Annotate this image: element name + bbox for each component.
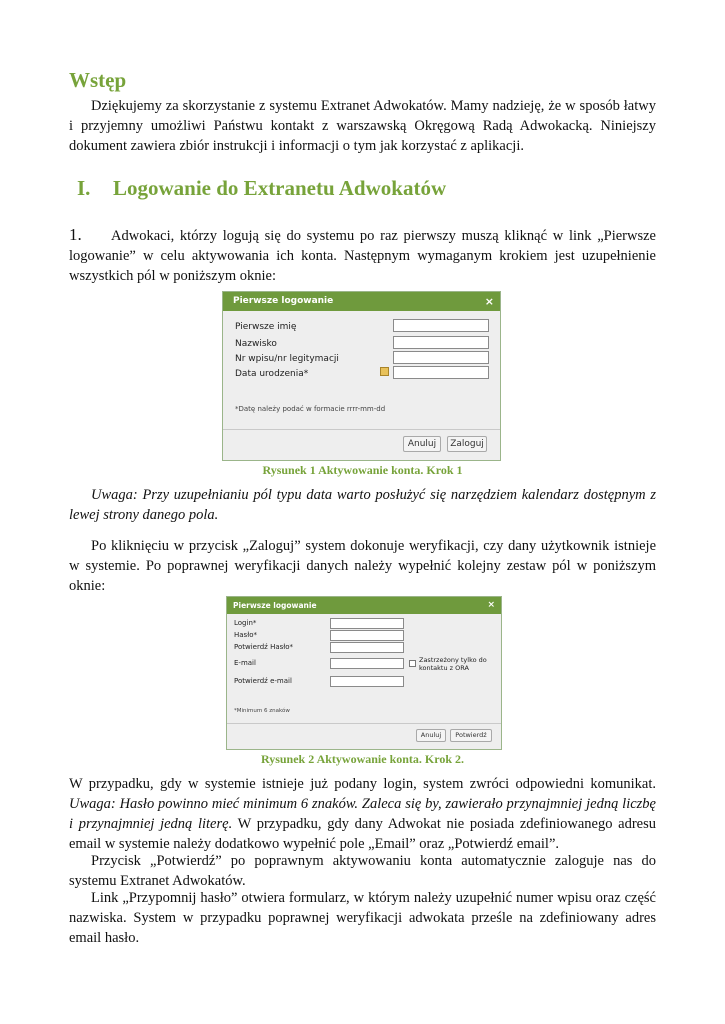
remind-paragraph: Link „Przypomnij hasło” otwiera formularz, w którym należy uzupełnić numer wpisu oraz część nazwiska. System w przypadku poprawnej weryfikacji adwokata prześle na zdefiniowany adres email hasło.: [69, 890, 656, 946]
first-name-label: Pierwsze imię: [235, 322, 297, 332]
first-name-input[interactable]: [393, 319, 489, 332]
section-number: I.: [77, 176, 91, 200]
last-name-label: Nazwisko: [235, 339, 277, 349]
birth-date-input[interactable]: [393, 366, 489, 379]
close-icon[interactable]: ×: [487, 600, 495, 610]
calendar-icon[interactable]: [380, 367, 389, 376]
figure2-caption: Rysunek 2 Aktywowanie konta. Krok 2.: [260, 752, 465, 766]
login-exists-paragraph: [69, 774, 656, 854]
dialog-title: Pierwsze logowanie: [233, 601, 317, 610]
section-heading: [77, 176, 446, 201]
login-button[interactable]: Zaloguj: [447, 436, 487, 452]
step-number: 1.: [69, 225, 82, 244]
cancel-button[interactable]: Anuluj: [403, 436, 441, 452]
confirm-password-input[interactable]: [330, 642, 404, 653]
dialog-titlebar: [227, 597, 501, 614]
password-note: Uwaga: Hasło powinno mieć minimum 6 znaków. Zaleca się by, zawierało przynajmniej jedną liczbę i przynajmniej jedną literę.: [69, 796, 656, 832]
restricted-contact-label-line2: kontaktu z ORA: [419, 664, 469, 672]
dialog-title: Pierwsze logowanie: [233, 296, 334, 306]
email-input[interactable]: [330, 658, 404, 669]
close-icon[interactable]: ×: [484, 295, 494, 308]
email-text: W przypadku, gdy dany Adwokat nie posiada zdefiniowanego adresu email w systemie należy dodatkowo wypełnić pole „Email” oraz „Potwierdź email”.: [69, 816, 656, 852]
step-paragraph: [69, 225, 656, 286]
confirm-paragraph: Przycisk „Potwierdź” po poprawnym aktywowaniu konta automatycznie zaloguje nas do systemu Extranet Adwokatów.: [69, 853, 656, 889]
date-format-note: *Datę należy podać w formacie rrrr-mm-dd: [235, 405, 386, 413]
confirm-button[interactable]: Potwierdź: [450, 729, 492, 742]
calendar-note-text: Uwaga: Przy uzupełnianiu pól typu data warto posłużyć się narzędziem kalendarz dostępnym z lewej strony danego pola.: [69, 487, 656, 523]
figure1-caption: Rysunek 1 Aktywowanie konta. Krok 1: [262, 463, 463, 477]
first-login-dialog-step2: [226, 596, 502, 750]
email-label: E-mail: [234, 659, 256, 667]
calendar-note: [69, 485, 656, 525]
restricted-contact-label-line1: Zastrzeżony tylko do: [419, 656, 487, 664]
first-login-dialog-step1: [222, 291, 501, 461]
confirm-email-label: Potwierdź e-mail: [234, 677, 292, 685]
restricted-contact-label: [419, 656, 487, 672]
birth-date-label: Data urodzenia*: [235, 369, 309, 379]
login-label: Login*: [234, 619, 257, 627]
password-input[interactable]: [330, 630, 404, 641]
confirm-email-input[interactable]: [330, 676, 404, 687]
dialog-separator: [227, 723, 501, 724]
cancel-button[interactable]: Anuluj: [416, 729, 446, 742]
intro-heading: Wstęp: [69, 68, 127, 92]
login-exists-text: W przypadku, gdy w systemie istnieje już podany login, system zwróci odpowiedni komunikat.: [69, 776, 656, 792]
password-label: Hasło*: [234, 631, 257, 639]
confirm-password-label: Potwierdź Hasło*: [234, 643, 294, 651]
dialog-separator: [223, 429, 500, 430]
intro-paragraph: Dziękujemy za skorzystanie z systemu Extranet Adwokatów. Mamy nadzieję, że w sposób łatwy i przyjemny umożliwi Państwu kontakt z warszawską Okręgową Radą Adwokacką. Niniejszy dokument zawiera zbiór instrukcji i informacji o tym jak korzystać z aplikacji.: [69, 98, 656, 154]
registry-number-label: Nr wpisu/nr legitymacji: [235, 354, 339, 364]
last-name-input[interactable]: [393, 336, 489, 349]
login-input[interactable]: [330, 618, 404, 629]
step-text: Adwokaci, którzy logują się do systemu po raz pierwszy muszą kliknąć w link „Pierwsze logowanie” w celu aktywowania ich konta. Następnym wymaganym krokiem jest uzupełnienie wszystkich pól w poniższym oknie:: [69, 228, 656, 284]
restricted-contact-checkbox[interactable]: [409, 660, 416, 667]
section-title: Logowanie do Extranetu Adwokatów: [113, 176, 447, 200]
registry-number-input[interactable]: [393, 351, 489, 364]
password-min-note: *Minimum 6 znaków: [234, 708, 290, 714]
dialog-titlebar: [223, 292, 500, 311]
after-login-paragraph: Po kliknięciu w przycisk „Zaloguj” system dokonuje weryfikacji, czy dany użytkownik istnieje w systemie. Po poprawnej weryfikacji danych należy wypełnić kolejny zestaw pól w poniższym oknie:: [69, 538, 656, 594]
